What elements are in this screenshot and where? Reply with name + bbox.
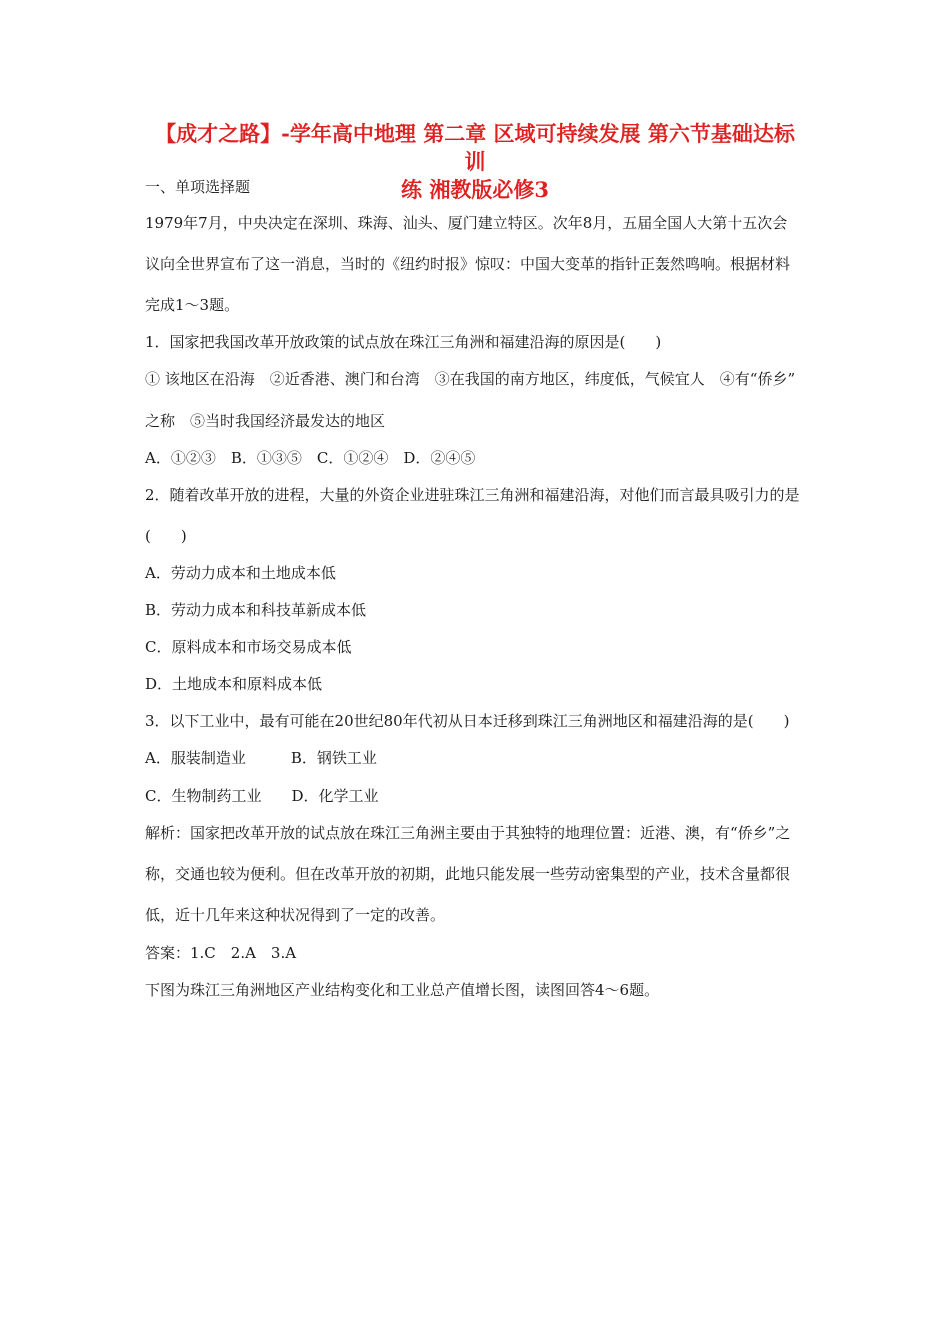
question-1-items-line-2: 之称 ⑤当时我国经济最发达的地区 [145, 412, 386, 430]
answer-key: 答案：1.C 2.A 3.A [145, 944, 297, 962]
question-3-options-line-2: C．生物制药工业 D．化学工业 [145, 787, 379, 805]
question-1-items-line-1: ① 该地区在沿海 ②近香港、澳门和台湾 ③在我国的南方地区，纬度低，气候宜人 ④有“侨乡” [145, 370, 796, 388]
question-2-option-b: B．劳动力成本和科技革新成本低 [145, 601, 367, 619]
question-2-stem-line-2: ( ) [145, 527, 187, 545]
analysis-line-2: 称，交通也较为便利。但在改革开放的初期，此地只能发展一些劳动密集型的产业，技术含量都很 [145, 865, 791, 883]
question-2-option-a: A．劳动力成本和土地成本低 [145, 564, 336, 582]
material-line-2: 议向全世界宣布了这一消息，当时的《纽约时报》惊叹：中国大变革的指针正轰然鸣响。根据材料 [145, 255, 791, 273]
question-1-stem: 1．国家把我国改革开放政策的试点放在珠江三角洲和福建沿海的原因是( ) [145, 333, 662, 351]
question-2-stem-line-1: 2．随着改革开放的进程，大量的外资企业进驻珠江三角洲和福建沿海，对他们而言最具吸引力的是 [145, 486, 800, 504]
question-1-options: A．①②③ B．①③⑤ C．①②④ D．②④⑤ [145, 449, 476, 467]
next-question-intro: 下图为珠江三角洲地区产业结构变化和工业总产值增长图，读图回答4～6题。 [145, 981, 660, 999]
question-2-option-c: C．原料成本和市场交易成本低 [145, 638, 352, 656]
question-3-options-line-1: A．服装制造业 B．钢铁工业 [145, 749, 377, 767]
title-line-1: 【成才之路】-学年高中地理 第二章 区域可持续发展 第六节基础达标训 [155, 121, 795, 174]
section-heading: 一、单项选择题 [145, 178, 251, 196]
analysis-line-1: 解析：国家把改革开放的试点放在珠江三角洲主要由于其独特的地理位置：近港、澳，有“侨乡”之 [145, 824, 791, 842]
material-line-3: 完成1～3题。 [145, 296, 240, 314]
material-line-1: 1979年7月，中央决定在深圳、珠海、汕头、厦门建立特区。次年8月，五届全国人大第十五次会 [145, 214, 788, 232]
question-2-option-d: D．土地成本和原料成本低 [145, 675, 323, 693]
title-line-2: 练 湘教版必修3 [401, 177, 549, 202]
question-3-stem: 3．以下工业中，最有可能在20世纪80年代初从日本迁移到珠江三角洲地区和福建沿海的是( ) [145, 712, 790, 730]
analysis-line-3: 低，近十几年来这种状况得到了一定的改善。 [145, 906, 446, 924]
